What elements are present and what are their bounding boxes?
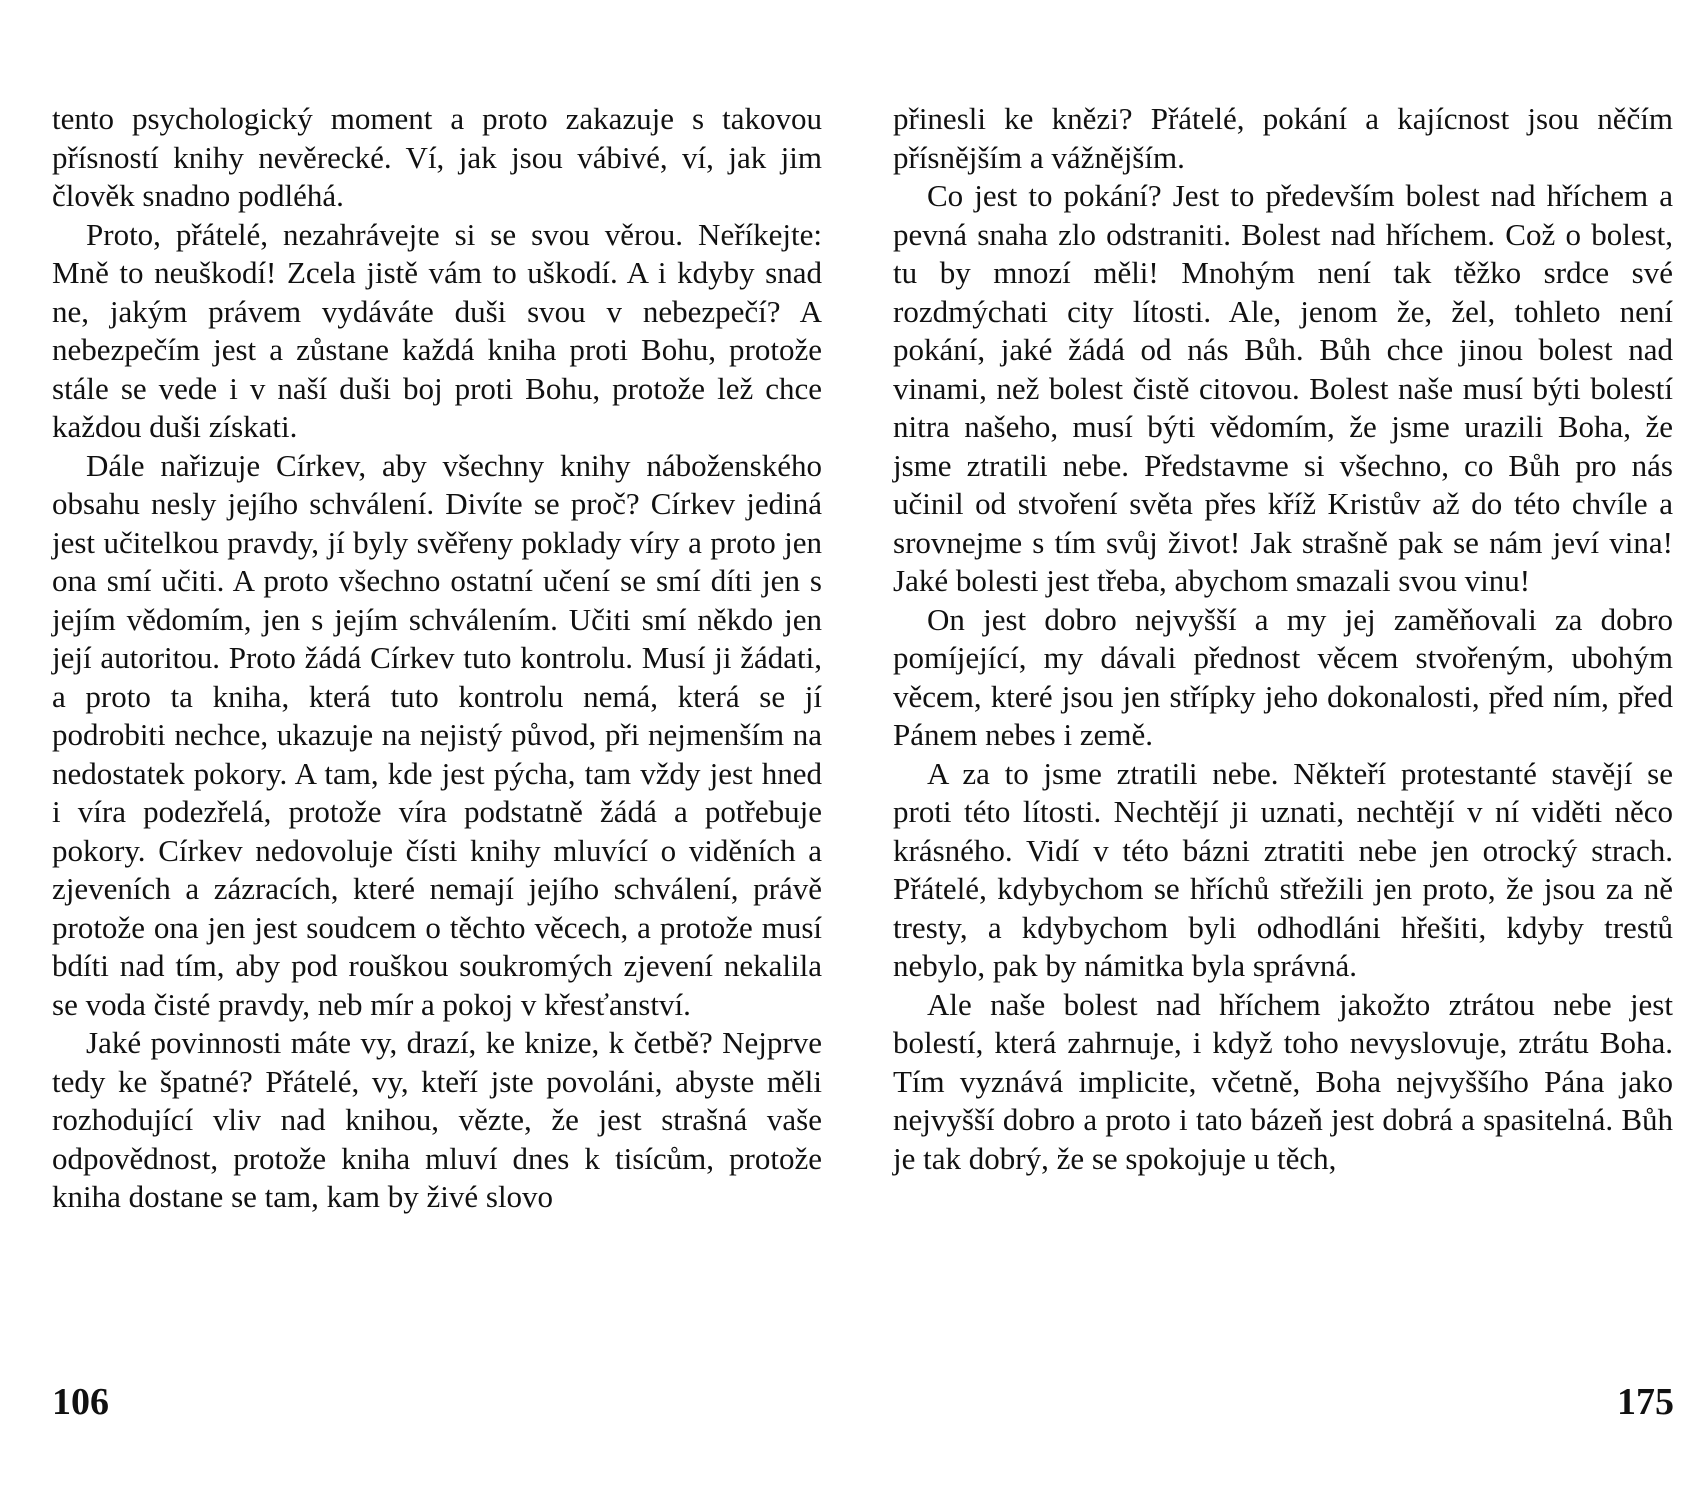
- left-paragraph-4: Jaké povinnosti máte vy, drazí, ke knize, k četbě? Nejprve tedy ke špatné? Přátelé, vy, kteří jste povoláni, abyste měli rozhodující vliv nad knihou, vězte, že jest strašná vaše odpovědnost, protože kniha mluví dnes k tisícům, protože kniha dostane se tam, kam by živé slovo: [52, 1025, 822, 1214]
- right-paragraph-1: přinesli ke knězi? Přátelé, pokání a kajícnost jsou něčím přísnějším a vážnějším.: [893, 101, 1673, 175]
- left-paragraph-3: Dále nařizuje Církev, aby všechny knihy náboženského obsahu nesly jejího schválení. Divíte se proč? Církev jediná jest učitelkou pravdy, jí byly svěřeny poklady víry a proto jen ona smí učiti. A proto všechno ostatní učení se smí díti jen s jejím vědomím, jen s jejím schválením. Učiti smí někdo jen její autoritou. Proto žádá Církev tuto kontrolu. Musí ji žádati, a proto ta kniha, která tuto kontrolu nemá, která se jí podrobiti nechce, ukazuje na nejistý původ, při nejmenším na nedostatek pokory. A tam, kde jest pýcha, tam vždy jest hned i víra podezřelá, protože víra podstatně žádá a potřebuje pokory. Církev nedovoluje čísti knihy mluvící o viděních a zjeveních a zázracích, které nemají jejího schválení, právě protože ona jen jest soudcem o těchto věcech, a protože musí bdíti nad tím, aby pod rouškou soukromých zjevení nekalila se voda čisté pravdy, neb mír a pokoj v křesťanství.: [52, 447, 822, 1022]
- left-paragraph-2: Proto, přátelé, nezahrávejte si se svou věrou. Neříkejte: Mně to neuškodí! Zcela jistě vám to uškodí. A i kdyby snad ne, jakým právem vydáváte duši svou v nebezpečí? A nebezpečím jest a zůstane každá kniha proti Bohu, protože stále se vede i v naší duši boj proti Bohu, protože lež chce každou duši získati.: [52, 216, 822, 444]
- right-text-column: [893, 100, 1673, 1178]
- left-paragraph-1: tento psychologický moment a proto zakazuje s takovou přísností knihy nevěrecké. Ví, jak jsou vábivé, ví, jak jim člověk snadno podléhá.: [52, 101, 822, 213]
- right-paragraph-5: Ale naše bolest nad hříchem jakožto ztrátou nebe jest bolestí, která zahrnuje, i když toho nevyslovuje, ztrátu Boha. Tím vyznává implicite, včetně, Boha nejvyššího Pána jako nejvyšší dobro a proto i tato bázeň jest dobrá a spasitelná. Bůh je tak dobrý, že se spokojuje u těch,: [893, 986, 1673, 1176]
- right-paragraph-4: A za to jsme ztratili nebe. Někteří protestanté stavějí se proti této lítosti. Nechtějí ji uznati, nechtějí v ní viděti něco krásného. Vidí v této bázni ztratiti nebe jen otrocký strach. Přátelé, kdybychom se hříchů střežili jen proto, že jsou za ně tresty, a kdybychom byli odhodláni hřešiti, kdyby trestů nebylo, pak by námitka byla správná.: [893, 755, 1673, 983]
- right-paragraph-2: Co jest to pokání? Jest to především bolest nad hříchem a pevná snaha zlo odstraniti. Bolest nad hříchem. Což o bolest, tu by mnozí měli! Mnohým není tak těžko srdce své rozdmýchati city lítosti. Ale, jenom že, žel, tohleto není pokání, jaké žádá od nás Bůh. Bůh chce jinou bolest nad vinami, než bolest čistě citovou. Bolest naše musí býti bolestí nitra našeho, musí býti vědomím, že jsme urazili Boha, že jsme ztratili nebe. Představme si všechno, co Bůh pro nás učinil od stvoření světa přes kříž Kristův až do této chvíle a srovnejme s tím svůj život! Jak strašně pak se nám jeví vina! Jaké bolesti jest třeba, abychom smazali svou vinu!: [893, 178, 1673, 598]
- left-page-number: 106: [52, 1381, 109, 1423]
- right-page: [851, 0, 1702, 1500]
- left-text-column: [52, 100, 822, 1217]
- right-page-number: 175: [1617, 1381, 1674, 1423]
- right-paragraph-3: On jest dobro nejvyšší a my jej zaměňovali za dobro pomíjející, my dávali přednost věcem stvořeným, ubohým věcem, které jsou jen střípky jeho dokonalosti, před ním, před Pánem nebes i země.: [893, 601, 1673, 752]
